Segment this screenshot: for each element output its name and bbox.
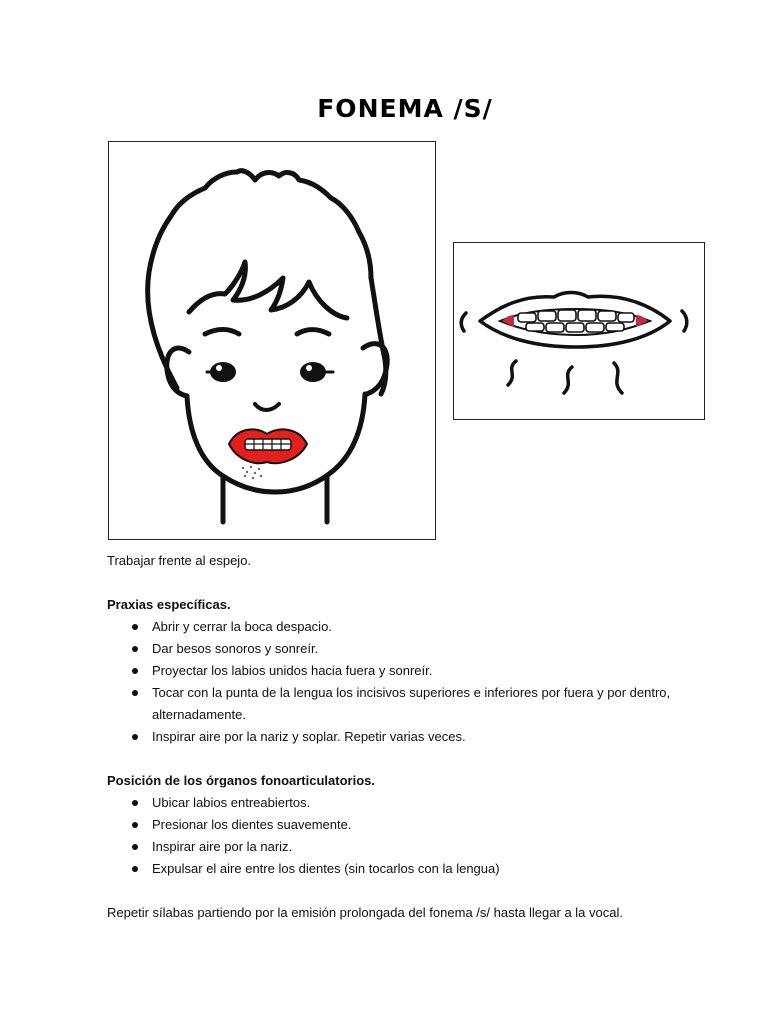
mouth-closeup-drawing <box>454 243 704 419</box>
praxias-heading: Praxias específicas. <box>107 597 231 612</box>
page-title: FONEMA /S/ <box>317 94 493 123</box>
list-item: Presionar los dientes suavemente. <box>107 814 727 836</box>
bullet-icon <box>132 822 138 828</box>
instructions-body <box>107 550 727 924</box>
praxias-list <box>107 616 727 748</box>
face-illustration <box>108 141 436 540</box>
child-face-drawing <box>109 142 435 539</box>
bullet-icon <box>132 844 138 850</box>
mouth-illustration <box>453 242 705 420</box>
bullet-icon <box>132 668 138 674</box>
bullet-icon <box>132 690 138 696</box>
list-item: Proyectar los labios unidos hacia fuera y sonreír. <box>107 660 727 682</box>
list-item: Inspirar aire por la nariz. <box>107 836 727 858</box>
list-item: Dar besos sonoros y sonreír. <box>107 638 727 660</box>
posicion-list <box>107 792 727 880</box>
intro-text: Trabajar frente al espejo. <box>107 553 252 568</box>
posicion-heading: Posición de los órganos fonoarticulatorios. <box>107 773 375 788</box>
list-item: Abrir y cerrar la boca despacio. <box>107 616 727 638</box>
list-item: Tocar con la punta de la lengua los incisivos superiores e inferiores por fuera y por dentro, alternadamente. <box>107 682 727 726</box>
list-item: Ubicar labios entreabiertos. <box>107 792 727 814</box>
closing-text: Repetir sílabas partiendo por la emisión prolongada del fonema /s/ hasta llegar a la vocal. <box>107 905 623 920</box>
list-item: Expulsar el aire entre los dientes (sin tocarlos con la lengua) <box>107 858 727 880</box>
bullet-icon <box>132 624 138 630</box>
bullet-icon <box>132 866 138 872</box>
bullet-icon <box>132 734 138 740</box>
list-item: Inspirar aire por la nariz y soplar. Repetir varias veces. <box>107 726 727 748</box>
bullet-icon <box>132 800 138 806</box>
bullet-icon <box>132 646 138 652</box>
